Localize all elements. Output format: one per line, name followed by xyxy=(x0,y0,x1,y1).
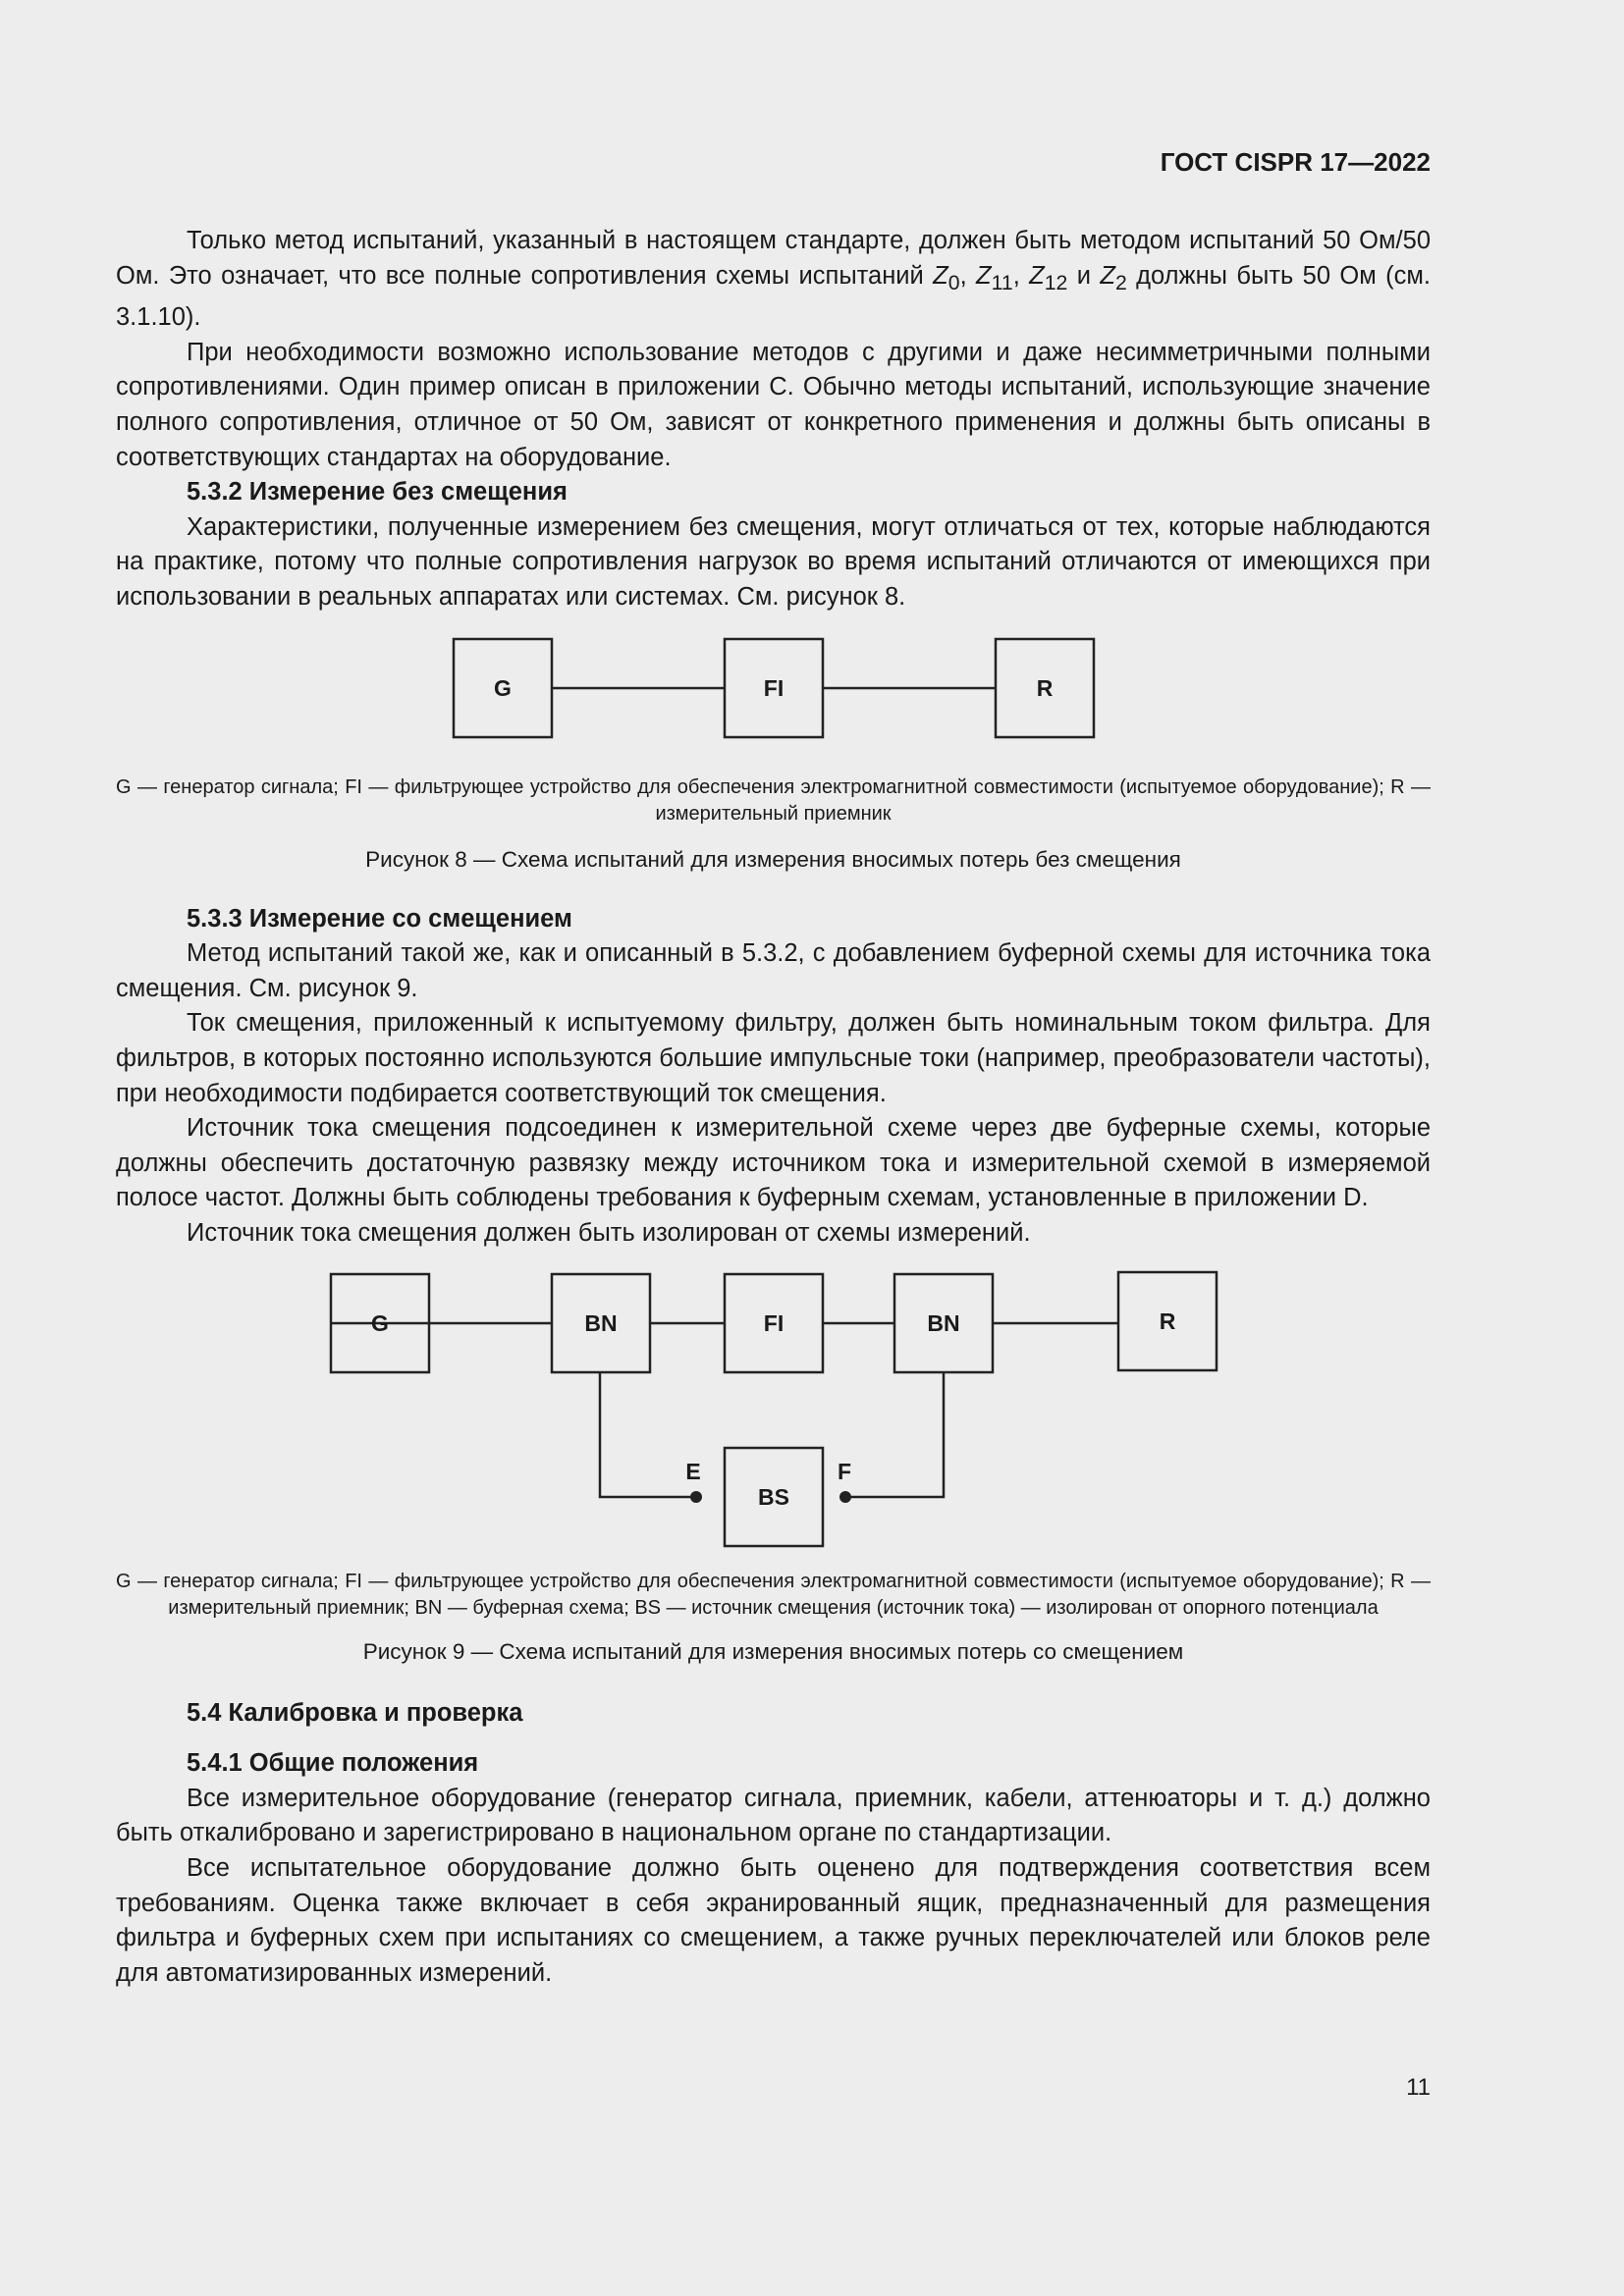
section-heading-5-4-1: 5.4.1 Общие положения xyxy=(187,1749,479,1778)
section-5-3-3-paragraph-3: Источник тока смещения подсоединен к измерительной схеме через две буферные схемы, которые должны обеспечить достаточную развязку между источником тока и измерительной схемой в измеряемой полосе частот. Должны быть соблюдены требования к буферным схемам, установленные в приложении D. xyxy=(116,1114,1431,1212)
fig9-label-bs: BS xyxy=(758,1483,789,1510)
terminal-e-label: E xyxy=(685,1458,701,1484)
figure-8-diagram xyxy=(116,627,1431,774)
page-number: 11 xyxy=(1406,2074,1431,2101)
document-header: ГОСТ CISPR 17—2022 xyxy=(1160,147,1431,177)
fig8-label-fi: FI xyxy=(763,674,785,701)
intro-paragraph-1: Только метод испытаний, указанный в настоящем стандарте, должен быть методом испытаний 50 Ом/50 Ом. Это означает, что все полные сопротивления схемы испытаний $Z_0$, $Z_{11}$, $Z_{12}$ и $Z_2$ должны быть 50 Ом (см. 3.1.10). xyxy=(116,227,1431,332)
figure-8-legend: G — генератор сигнала; FI — фильтрующее устройство для обеспечения электромагнитной совместимости (испытуемое оборудование); R — измерительный приемник xyxy=(116,775,1431,825)
section-5-3-3-paragraph-2: Ток смещения, приложенный к испытуемому фильтру, должен быть номинальным током фильтра. Для фильтров, в которых постоянно используются большие импульсные токи (например, преобразователи частоты), при необходимости подбирается соответствующий ток смещения. xyxy=(116,1009,1431,1107)
fig8-label-r: R xyxy=(1036,674,1054,701)
section-heading-5-4: 5.4 Калибровка и проверка xyxy=(187,1698,523,1727)
fig9-label-bn-right: BN xyxy=(927,1309,960,1336)
terminal-e-dot xyxy=(690,1491,702,1503)
terminal-f-label: F xyxy=(837,1458,852,1484)
figure-9-diagram xyxy=(116,1255,1431,1555)
fig8-label-g: G xyxy=(494,674,512,701)
section-5-4-1-paragraph-1: Все измерительное оборудование (генератор сигнала, приемник, кабели, аттенюаторы и т. д.) должно быть откалибровано и зарегистрировано в национальном органе по стандартизации. xyxy=(116,1784,1431,1847)
fig9-label-bn-left: BN xyxy=(584,1309,618,1336)
figure-8-caption: Рисунок 8 — Схема испытаний для измерения вносимых потерь без смещения xyxy=(365,846,1181,872)
figure-9-legend: G — генератор сигнала; FI — фильтрующее устройство для обеспечения электромагнитной совместимости (испытуемое оборудование); R — измерительный приемник; BN — буферная схема; BS — источник смещения (источник тока) — изолирован от опорного потенциала xyxy=(116,1570,1431,1619)
fig9-label-r: R xyxy=(1159,1308,1176,1334)
fig9-label-fi: FI xyxy=(763,1309,785,1336)
intro-paragraph-2: При необходимости возможно использование методов с другими и даже несимметричными полными сопротивлениями. Один пример описан в приложении С. Обычно методы испытаний, использующие значение полного сопротивления, отличное от 50 Ом, зависят от конкретного применения и должны быть описаны в соответствующих стандартах на оборудование. xyxy=(116,338,1431,471)
page-content xyxy=(116,224,1431,1991)
fig9-label-g: G xyxy=(371,1309,389,1336)
terminal-f-dot xyxy=(839,1491,851,1503)
section-heading-5-3-3: 5.3.3 Измерение со смещением xyxy=(187,904,572,933)
section-5-3-3-paragraph-4: Источник тока смещения должен быть изолирован от схемы измерений. xyxy=(187,1218,1031,1247)
section-heading-5-3-2: 5.3.2 Измерение без смещения xyxy=(187,478,568,507)
section-5-4-1-paragraph-2: Все испытательное оборудование должно быть оценено для подтверждения соответствия всем требованиям. Оценка также включает в себя экранированный ящик, предназначенный для размещения фильтра и буферных схем при испытаниях со смещением, а также ручных переключателей или блоков реле для автоматизированных измерений. xyxy=(116,1853,1431,1987)
figure-9-caption: Рисунок 9 — Схема испытаний для измерения вносимых потерь со смещением xyxy=(362,1638,1184,1664)
section-5-3-3-paragraph-1: Метод испытаний такой же, как и описанный в 5.3.2, с добавлением буферной схемы для источника тока смещения. См. рисунок 9. xyxy=(116,939,1431,1002)
section-5-3-2-paragraph: Характеристики, полученные измерением без смещения, могут отличаться от тех, которые наблюдаются на практике, потому что полные сопротивления нагрузок во время испытаний отличаются от имеющихся при использовании в реальных аппаратах или системах. См. рисунок 8. xyxy=(116,512,1431,612)
